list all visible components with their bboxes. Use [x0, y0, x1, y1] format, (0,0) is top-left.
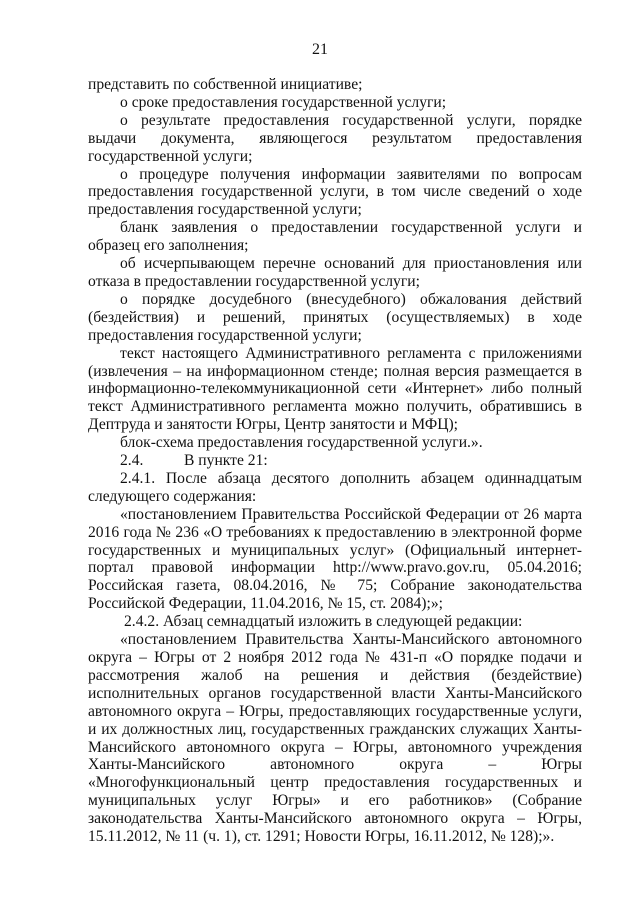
paragraph: текст настоящего Административного регламента с приложениями (извлечения – на информационном стенде; полная версия размещается в информационно-телекоммуникационной сети «Интернет» либо полный текст Административного регламента можно получить, обратившись в Дептруда и занятости Югры, Центр занятости и МФЦ); [88, 344, 582, 434]
paragraph: о порядке досудебного (внесудебного) обжалования действий (бездействия) и решений, принятых (осуществляемых) в ходе предоставления государственной услуги; [88, 290, 582, 344]
document-body [88, 76, 582, 846]
quote-paragraph-2: «постановлением Правительства Ханты-Мансийского автономного округа – Югры от 2 ноября 2012 года № 431-п «О порядке подачи и рассмотрения жалоб на решения и действия (бездействие) исполнительных органов государственной власти Ханты-Мансийского автономного округа – Югры, предоставляющих государственные услуги, и их должностных лиц, государственных гражданских служащих Ханты-Мансийского автономного округа – Югры, автономного учреждения Ханты-Мансийского автономного округа – Югры «Многофункциональный центр предоставления государственных и муниципальных услуг Югры» и его работников» (Собрание законодательства Ханты-Мансийского автономного округа – Югры, 15.11.2012, № 11 (ч. 1), ст. 1291; Новости Югры, 16.11.2012, № 128);». [88, 631, 582, 846]
paragraph: блок-схема предоставления государственной услуги.». [120, 434, 483, 452]
paragraph: о сроке предоставления государственной услуги; [120, 93, 447, 111]
paragraph: о результате предоставления государственной услуги, порядке выдачи документа, являющегося результатом предоставления государственной услуги; [88, 111, 582, 165]
paragraph: о процедуре получения информации заявителями по вопросам предоставления государственной услуги, в том числе сведений о ходе предоставления государственной услуги; [88, 165, 582, 219]
paragraph: бланк заявления о предоставлении государственной услуги и образец его заполнения; [88, 219, 582, 255]
quote-paragraph-1: «постановлением Правительства Российской Федерации от 26 марта 2016 года № 236 «О требованиях к предоставлению в электронной форме государственных и муниципальных услуг» (Официальный интернет-портал правовой информации http://www.pravo.gov.ru, 05.04.2016; Российская газета, 08.04.2016, № 75; Собрание законодательства Российской Федерации, 11.04.2016, № 15, ст. 2084);»; [88, 505, 582, 613]
section-number: 2.4. [120, 452, 144, 470]
paragraph: об исчерпывающем перечне оснований для приостановления или отказа в предоставлении государственной услуги; [88, 255, 582, 290]
page-number: 21 [312, 41, 328, 58]
section-2-4-heading [88, 452, 582, 470]
paragraph: представить по собственной инициативе; [88, 76, 363, 93]
paragraph-2-4-1: 2.4.1. После абзаца десятого дополнить абзацем одиннадцатым следующего содержания: [88, 469, 582, 505]
paragraph-2-4-2: 2.4.2. Абзац семнадцатый изложить в следующей редакции: [124, 613, 523, 631]
section-text: В пункте 21: [184, 452, 268, 470]
